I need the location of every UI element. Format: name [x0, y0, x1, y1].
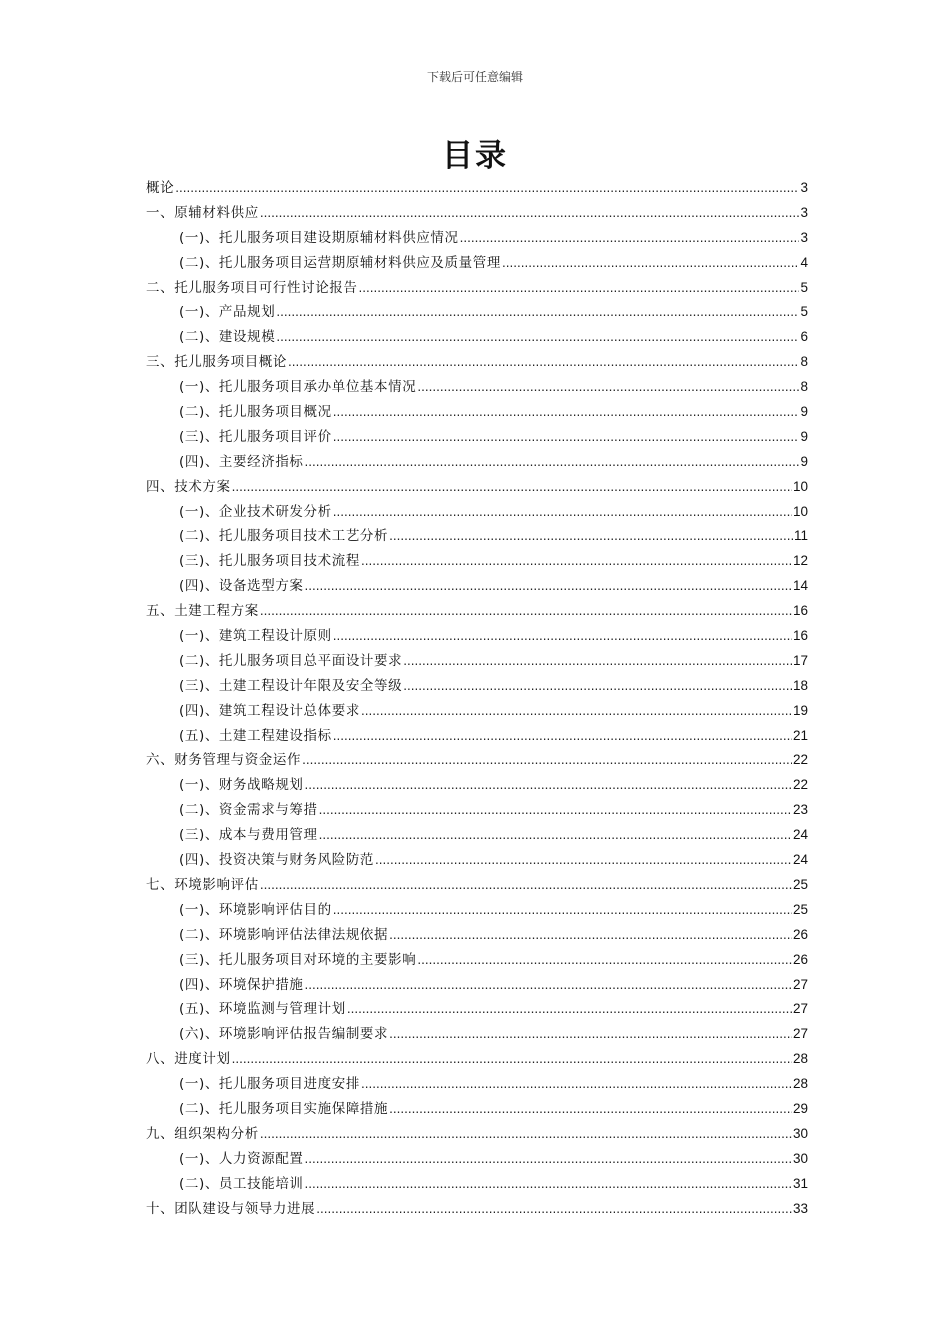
- toc-entry[interactable]: [146, 475, 808, 500]
- toc-entry-page: 29: [792, 1100, 808, 1116]
- toc-entry[interactable]: [146, 201, 808, 226]
- toc-entry[interactable]: [146, 898, 808, 923]
- toc-dot-leader: [232, 1051, 792, 1066]
- toc-entry-label: (三)、托儿服务项目评价: [179, 428, 332, 445]
- toc-dot-leader: [260, 205, 800, 220]
- toc-entry[interactable]: [146, 1047, 808, 1072]
- toc-entry-label: (五)、环境监测与管理计划: [179, 1001, 346, 1018]
- toc-entry-page: 24: [792, 852, 808, 868]
- toc-entry[interactable]: [146, 1072, 808, 1097]
- toc-entry-label: (三)、土建工程设计年限及安全等级: [179, 677, 403, 694]
- toc-entry[interactable]: [146, 773, 808, 798]
- toc-entry-label: (一)、产品规划: [179, 304, 276, 321]
- toc-entry[interactable]: [146, 848, 808, 873]
- toc-dot-leader: [359, 280, 800, 295]
- toc-dot-leader: [333, 628, 792, 643]
- toc-entry[interactable]: [146, 649, 808, 674]
- toc-dot-leader: [319, 802, 792, 817]
- toc-entry-label: (一)、财务战略规划: [179, 777, 304, 794]
- toc-entry-page: 23: [792, 802, 808, 818]
- toc-dot-leader: [403, 653, 792, 668]
- toc-entry-label: (二)、托儿服务项目运营期原辅材料供应及质量管理: [179, 254, 501, 271]
- toc-entry-label: (二)、资金需求与筹措: [179, 802, 318, 819]
- toc-entry-label: (一)、托儿服务项目进度安排: [179, 1076, 360, 1093]
- toc-entry[interactable]: [146, 251, 808, 276]
- toc-entry[interactable]: [146, 624, 808, 649]
- toc-entry-page: 24: [792, 827, 808, 843]
- toc-dot-leader: [276, 329, 799, 344]
- toc-dot-leader: [403, 678, 792, 693]
- toc-dot-leader: [389, 1026, 792, 1041]
- toc-dot-leader: [305, 977, 792, 992]
- toc-entry-label: (四)、投资决策与财务风险防范: [179, 852, 375, 869]
- toc-dot-leader: [333, 728, 792, 743]
- toc-entry-label: (二)、员工技能培训: [179, 1175, 304, 1192]
- toc-entry-label: (六)、环境影响评估报告编制要求: [179, 1026, 389, 1043]
- toc-entry[interactable]: [146, 1172, 808, 1197]
- toc-entry-label: (二)、托儿服务项目实施保障措施: [179, 1100, 389, 1117]
- toc-dot-leader: [389, 927, 792, 942]
- toc-entry-label: (三)、托儿服务项目技术流程: [179, 553, 360, 570]
- toc-entry-page: 5: [800, 304, 808, 320]
- toc-entry-label: (四)、建筑工程设计总体要求: [179, 702, 360, 719]
- toc-entry-page: 4: [800, 254, 808, 270]
- toc-entry-page: 16: [792, 628, 808, 644]
- toc-entry-label: 八、进度计划: [146, 1051, 231, 1068]
- toc-entry[interactable]: [146, 599, 808, 624]
- toc-dot-leader: [333, 429, 800, 444]
- toc-dot-leader: [288, 354, 799, 369]
- toc-entry-label: (一)、人力资源配置: [179, 1150, 304, 1167]
- toc-dot-leader: [361, 1076, 792, 1091]
- toc-dot-leader: [232, 479, 792, 494]
- toc-entry[interactable]: [146, 997, 808, 1022]
- toc-dot-leader: [502, 255, 800, 270]
- toc-dot-leader: [316, 1201, 792, 1216]
- toc-entry-page: 30: [792, 1125, 808, 1141]
- toc-entry-page: 26: [792, 926, 808, 942]
- toc-dot-leader: [302, 752, 792, 767]
- toc-entry-page: 26: [792, 951, 808, 967]
- toc-dot-leader: [260, 1126, 792, 1141]
- toc-dot-leader: [175, 180, 799, 195]
- toc-entry-label: (一)、托儿服务项目建设期原辅材料供应情况: [179, 229, 459, 246]
- toc-dot-leader: [305, 1176, 792, 1191]
- toc-entry-label: 一、原辅材料供应: [146, 204, 259, 221]
- toc-dot-leader: [375, 852, 792, 867]
- toc-dot-leader: [333, 902, 792, 917]
- toc-entry-page: 3: [800, 204, 808, 220]
- toc-entry-page: 21: [792, 727, 808, 743]
- toc-entry[interactable]: [146, 923, 808, 948]
- toc-dot-leader: [333, 404, 800, 419]
- toc-entry[interactable]: [146, 500, 808, 525]
- toc-dot-leader: [260, 603, 792, 618]
- toc-entry-page: 25: [792, 876, 808, 892]
- toc-entry-label: (一)、环境影响评估目的: [179, 901, 332, 918]
- toc-entry[interactable]: [146, 1122, 808, 1147]
- toc-entry-label: 三、托儿服务项目概论: [146, 354, 287, 371]
- toc-entry-page: 16: [792, 603, 808, 619]
- toc-dot-leader: [305, 454, 800, 469]
- toc-entry-page: 27: [792, 1001, 808, 1017]
- toc-entry[interactable]: [146, 948, 808, 973]
- toc-entry-page: 10: [792, 478, 808, 494]
- toc-entry-page: 11: [793, 528, 808, 544]
- toc-dot-leader: [417, 952, 792, 967]
- toc-entry[interactable]: [146, 450, 808, 475]
- toc-dot-leader: [460, 230, 800, 245]
- toc-entry[interactable]: [146, 176, 808, 201]
- toc-entry[interactable]: [146, 375, 808, 400]
- toc-entry[interactable]: [146, 873, 808, 898]
- toc-entry-page: 9: [800, 404, 808, 420]
- toc-entry-page: 31: [792, 1175, 808, 1191]
- toc-entry-page: 28: [792, 1051, 808, 1067]
- toc-entry[interactable]: [146, 823, 808, 848]
- toc-entry-page: 27: [792, 976, 808, 992]
- toc-entry-page: 6: [800, 329, 808, 345]
- toc-dot-leader: [361, 703, 792, 718]
- toc-entry-label: (四)、设备选型方案: [179, 578, 304, 595]
- toc-dot-leader: [260, 877, 792, 892]
- toc-entry[interactable]: [146, 276, 808, 301]
- toc-entry-label: 二、托儿服务项目可行性讨论报告: [146, 279, 358, 296]
- toc-entry-page: 28: [792, 1076, 808, 1092]
- toc-entry-label: (一)、企业技术研发分析: [179, 503, 332, 520]
- toc-dot-leader: [305, 1151, 792, 1166]
- toc-entry[interactable]: [146, 674, 808, 699]
- toc-entry-page: 14: [792, 578, 808, 594]
- toc-entry-label: (二)、托儿服务项目总平面设计要求: [179, 652, 403, 669]
- toc-entry-label: (三)、成本与费用管理: [179, 827, 318, 844]
- toc-entry[interactable]: [146, 973, 808, 998]
- toc-entry-page: 8: [800, 354, 808, 370]
- toc-entry-label: (一)、托儿服务项目承办单位基本情况: [179, 379, 417, 396]
- toc-entry-label: (二)、建设规模: [179, 329, 276, 346]
- toc-entry-label: (二)、环境影响评估法律法规依据: [179, 926, 389, 943]
- toc-entry-page: 17: [792, 652, 808, 668]
- toc-entry-label: 九、组织架构分析: [146, 1125, 259, 1142]
- toc-entry-page: 9: [800, 453, 808, 469]
- header-note: 下载后可任意编辑: [426, 70, 523, 84]
- toc-dot-leader: [319, 827, 792, 842]
- table-of-contents: [146, 176, 808, 1221]
- toc-entry-page: 22: [792, 752, 808, 768]
- toc-dot-leader: [305, 578, 792, 593]
- toc-entry-label: 五、土建工程方案: [146, 603, 259, 620]
- toc-entry-page: 8: [800, 379, 808, 395]
- toc-entry-label: (二)、托儿服务项目概况: [179, 404, 332, 421]
- toc-entry[interactable]: [146, 524, 808, 549]
- toc-dot-leader: [347, 1001, 792, 1016]
- toc-entry-label: (四)、环境保护措施: [179, 976, 304, 993]
- toc-entry-label: (五)、土建工程建设指标: [179, 727, 332, 744]
- toc-entry[interactable]: [146, 549, 808, 574]
- toc-entry[interactable]: [146, 748, 808, 773]
- toc-entry-page: 25: [792, 901, 808, 917]
- toc-entry[interactable]: [146, 226, 808, 251]
- toc-entry[interactable]: [146, 325, 808, 350]
- toc-entry-page: 19: [792, 702, 808, 718]
- toc-entry-label: (一)、建筑工程设计原则: [179, 628, 332, 645]
- toc-entry[interactable]: [146, 1022, 808, 1047]
- toc-entry[interactable]: [146, 350, 808, 375]
- toc-entry-label: 十、团队建设与领导力进展: [146, 1200, 316, 1217]
- toc-entry-page: 18: [792, 677, 808, 693]
- toc-entry-page: 3: [800, 180, 808, 195]
- toc-dot-leader: [305, 777, 792, 792]
- toc-entry-page: 5: [800, 279, 808, 295]
- toc-entry-label: 概论: [146, 180, 175, 196]
- toc-entry-page: 9: [800, 428, 808, 444]
- toc-entry-label: (二)、托儿服务项目技术工艺分析: [179, 528, 389, 545]
- toc-entry[interactable]: [146, 425, 808, 450]
- toc-entry-page: 10: [792, 503, 808, 519]
- toc-dot-leader: [417, 379, 799, 394]
- toc-entry-label: (四)、主要经济指标: [179, 453, 304, 470]
- toc-entry-page: 22: [792, 777, 808, 793]
- toc-entry[interactable]: [146, 798, 808, 823]
- toc-dot-leader: [389, 1101, 792, 1116]
- toc-entry[interactable]: [146, 699, 808, 724]
- toc-entry-page: 33: [792, 1200, 808, 1216]
- toc-entry[interactable]: [146, 1197, 808, 1222]
- toc-entry-label: 四、技术方案: [146, 478, 231, 495]
- toc-entry-label: 六、财务管理与资金运作: [146, 752, 302, 769]
- toc-entry[interactable]: [146, 574, 808, 599]
- toc-dot-leader: [361, 553, 792, 568]
- toc-dot-leader: [276, 304, 799, 319]
- toc-entry[interactable]: [146, 724, 808, 749]
- toc-dot-leader: [333, 504, 792, 519]
- toc-entry-label: (三)、托儿服务项目对环境的主要影响: [179, 951, 417, 968]
- toc-dot-leader: [389, 528, 793, 543]
- toc-title: 目录: [442, 138, 508, 174]
- toc-entry[interactable]: [146, 400, 808, 425]
- toc-entry-page: 27: [792, 1026, 808, 1042]
- toc-entry-label: 七、环境影响评估: [146, 876, 259, 893]
- toc-entry-page: 12: [792, 553, 808, 569]
- toc-entry-page: 3: [800, 229, 808, 245]
- toc-entry[interactable]: [146, 1097, 808, 1122]
- toc-entry-page: 30: [792, 1150, 808, 1166]
- toc-entry[interactable]: [146, 1147, 808, 1172]
- toc-entry[interactable]: [146, 300, 808, 325]
